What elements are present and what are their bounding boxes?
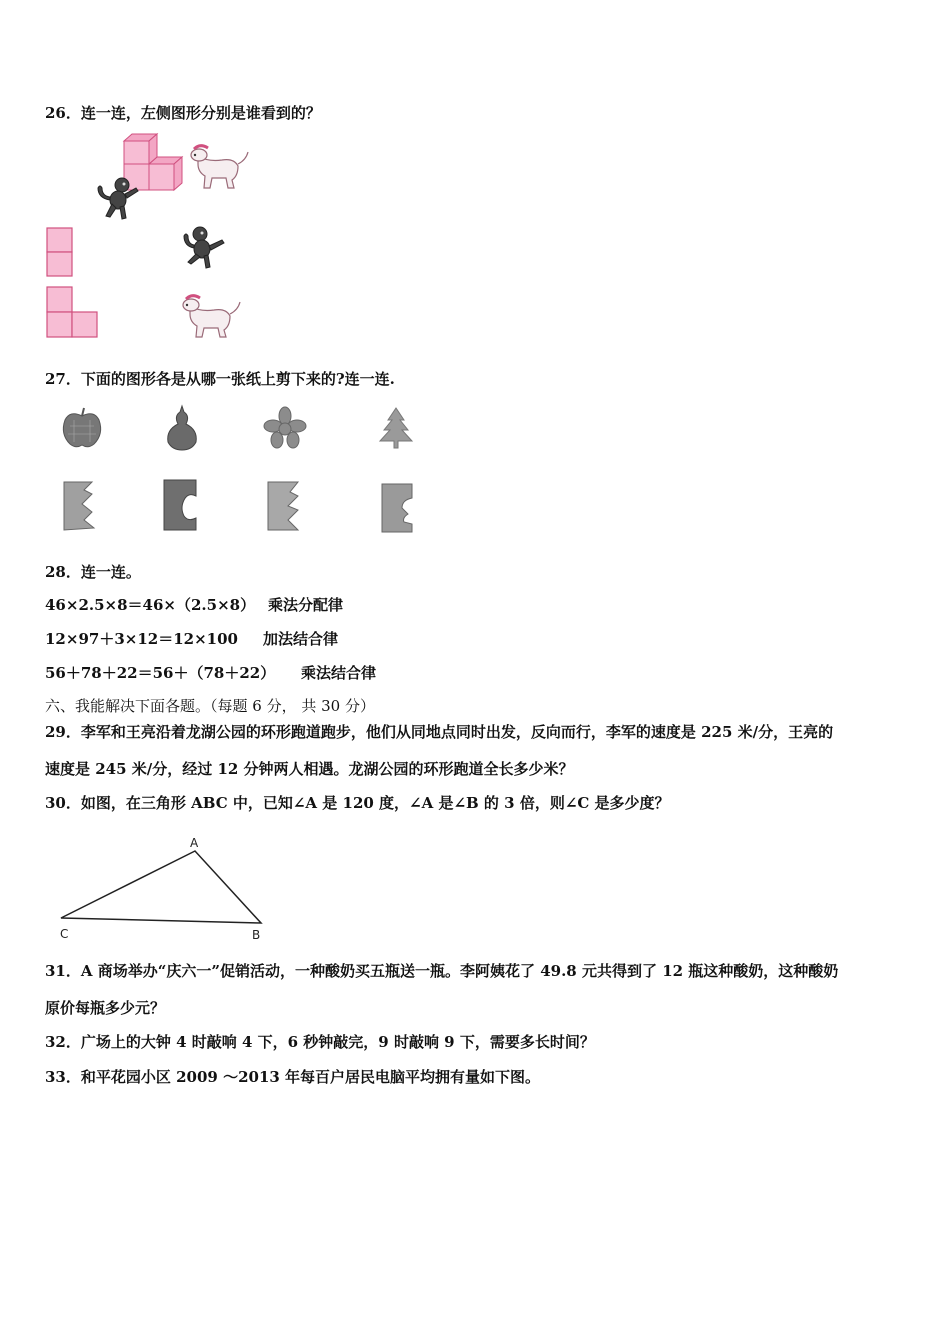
q26-text: 26．连一连，左侧图形分别是谁看到的？ [45,104,321,122]
vertex-a-label: A [190,836,199,850]
dog-icon [188,144,250,190]
q28-law-2: 加法结合律 [263,630,339,648]
q30-text: 30．如图，在三角形 ABC 中，已知∠A 是 120 度，∠A 是∠B 的 3 倍，则∠C 是多少度？ [45,794,670,812]
vertex-c-label: C [60,927,69,941]
q28-expr-1: 46×2.5×8＝46×（2.5×8） [45,596,256,614]
section6-heading: 六、我能解决下面各题。（每题 6 分， 共 30 分） [45,697,375,715]
view-two-squares-image [46,227,74,277]
monkey-icon [92,176,142,222]
paper-c-image [160,478,200,534]
apple-shape-icon [60,406,104,450]
q27-text: 27．下面的图形各是从哪一张纸上剪下来的?连一连. [45,370,395,388]
flower-shape-icon [262,406,308,450]
q28-expr-3: 56＋78＋22＝56＋（78＋22） [45,664,276,682]
monkey-icon [180,224,230,270]
q28-expr-2: 12×97＋3×12＝12×100 [45,630,238,648]
tree-shape-icon [376,406,416,450]
paper-e-3-image [380,482,414,534]
q33-text: 33．和平花园小区 2009 ～2013 年每百户居民电脑平均拥有量如下图。 [45,1068,541,1086]
q28-law-1: 乘法分配律 [268,596,344,614]
q28-text: 28．连一连。 [45,563,141,581]
q32-text: 32．广场上的大钟 4 时敲响 4 下，6 秒钟敲完，9 时敲响 9 下，需要多长时间？ [45,1033,595,1051]
gourd-shape-icon [162,404,202,452]
triangle-abc-diagram [55,832,270,944]
q29-line2: 速度是 245 米/分，经过 12 分钟两人相遇。龙湖公园的环形跑道全长多少米？ [45,760,574,778]
dog-icon [180,292,242,338]
q31-line1: 31．A 商场举办“庆六一”促销活动，一种酸奶买五瓶送一瓶。李阿姨花了 49.8 元共得到了 12 瓶这种酸奶，这种酸奶 [45,962,839,980]
paper-e-1-image [62,480,96,532]
vertex-b-label: B [252,928,261,942]
q29-line1: 29．李军和王亮沿着龙湖公园的环形跑道跑步，他们从同地点同时出发，反向而行，李军的速度是 225 米/分，王亮的 [45,723,834,741]
paper-e-2-image [266,480,300,532]
view-l-shape-image [46,286,100,338]
q31-line2: 原价每瓶多少元？ [45,999,166,1017]
q28-law-3: 乘法结合律 [301,664,377,682]
